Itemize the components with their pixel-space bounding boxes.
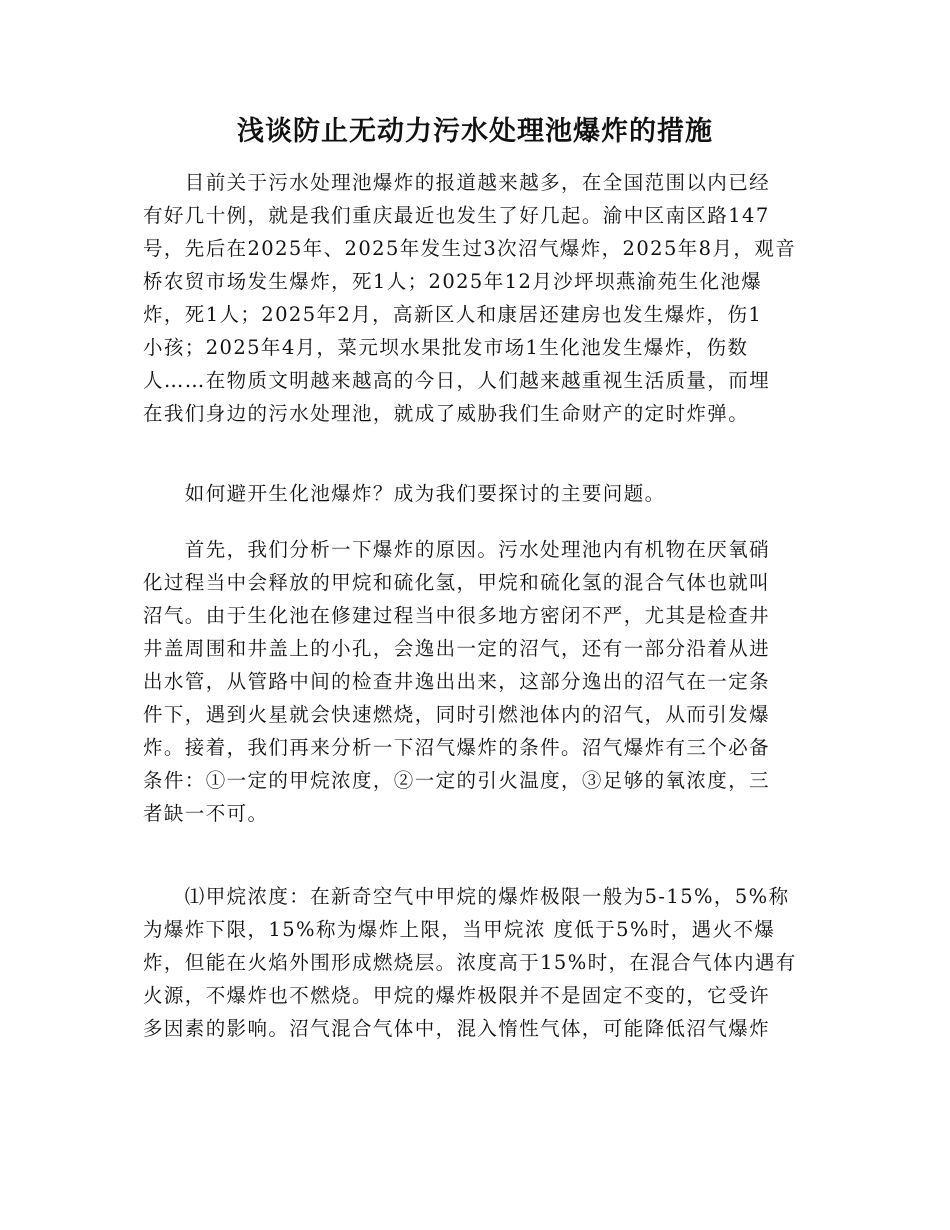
text-line: 沼气。由于生化池在修建过程当中很多地方密闭不严，尤其是检查井 [143, 604, 771, 627]
text-line: 目前关于污水处理池爆炸的报道越来越多，在全国范围以内已经 [143, 171, 771, 194]
text-line: 者缺一不可。 [143, 802, 269, 825]
text-line: 人……在物质文明越来越高的今日，人们越来越重视生活质量，而埋 [143, 369, 771, 392]
text-line: 件下，遇到火星就会快速燃烧，同时引燃池体内的沼气，从而引发爆 [143, 703, 771, 726]
paragraph-causes [143, 533, 808, 830]
paragraph-methane-concentration [143, 880, 808, 1045]
text-line: 如何避开生化池爆炸？成为我们要探讨的主要问题。 [143, 482, 666, 505]
text-line: 有好几十例，就是我们重庆最近也发生了好几起。渝中区南区路147 [143, 204, 770, 227]
text-line: 为爆炸下限，15%称为爆炸上限，当甲烷浓 度低于5%时，遇火不爆 [143, 918, 776, 941]
text-line: ⑴甲烷浓度：在新奇空气中甲烷的爆炸极限一般为5-15%，5%称 [143, 885, 790, 908]
text-line: 多因素的影响。沼气混合气体中，混入惰性气体，可能降低沼气爆炸 [143, 1017, 771, 1040]
text-line: 小孩；2025年4月，菜元坝水果批发市场1生化池发生爆炸，伤数 [143, 336, 749, 359]
text-line: 号，先后在2025年、2025年发生过3次沼气爆炸，2025年8月，观音 [143, 237, 797, 260]
paragraph-question [143, 477, 808, 510]
text-line: 化过程当中会释放的甲烷和硫化氢，甲烷和硫化氢的混合气体也就叫 [143, 571, 771, 594]
text-line: 首先，我们分析一下爆炸的原因。污水处理池内有机物在厌氧硝 [143, 538, 771, 561]
text-line: 炸，死1人；2025年2月，高新区人和康居还建房也发生爆炸，伤1 [143, 303, 763, 326]
text-line: 炸。接着，我们再来分析一下沼气爆炸的条件。沼气爆炸有三个必备 [143, 736, 771, 759]
document-title: 浅谈防止无动力污水处理池爆炸的措施 [237, 116, 713, 147]
paragraph-intro [143, 166, 808, 430]
text-line: 桥农贸市场发生爆炸，死1人；2025年12月沙坪坝燕渝苑生化池爆 [143, 270, 763, 293]
text-line: 出水管，从管路中间的检查井逸出出来，这部分逸出的沼气在一定条 [143, 670, 771, 693]
text-line: 火源，不爆炸也不燃烧。甲烷的爆炸极限并不是固定不变的，它受许 [143, 984, 771, 1007]
text-line: 条件：①一定的甲烷浓度，②一定的引火温度，③足够的氧浓度，三 [143, 769, 771, 792]
text-line: 井盖周围和井盖上的小孔，会逸出一定的沼气，还有一部分沿着从进 [143, 637, 771, 660]
text-line: 在我们身边的污水处理池，就成了威胁我们生命财产的定时炸弹。 [143, 402, 750, 425]
text-line: 炸，但能在火焰外围形成燃烧层。浓度高于15%时，在混合气体内遇有 [143, 951, 797, 974]
